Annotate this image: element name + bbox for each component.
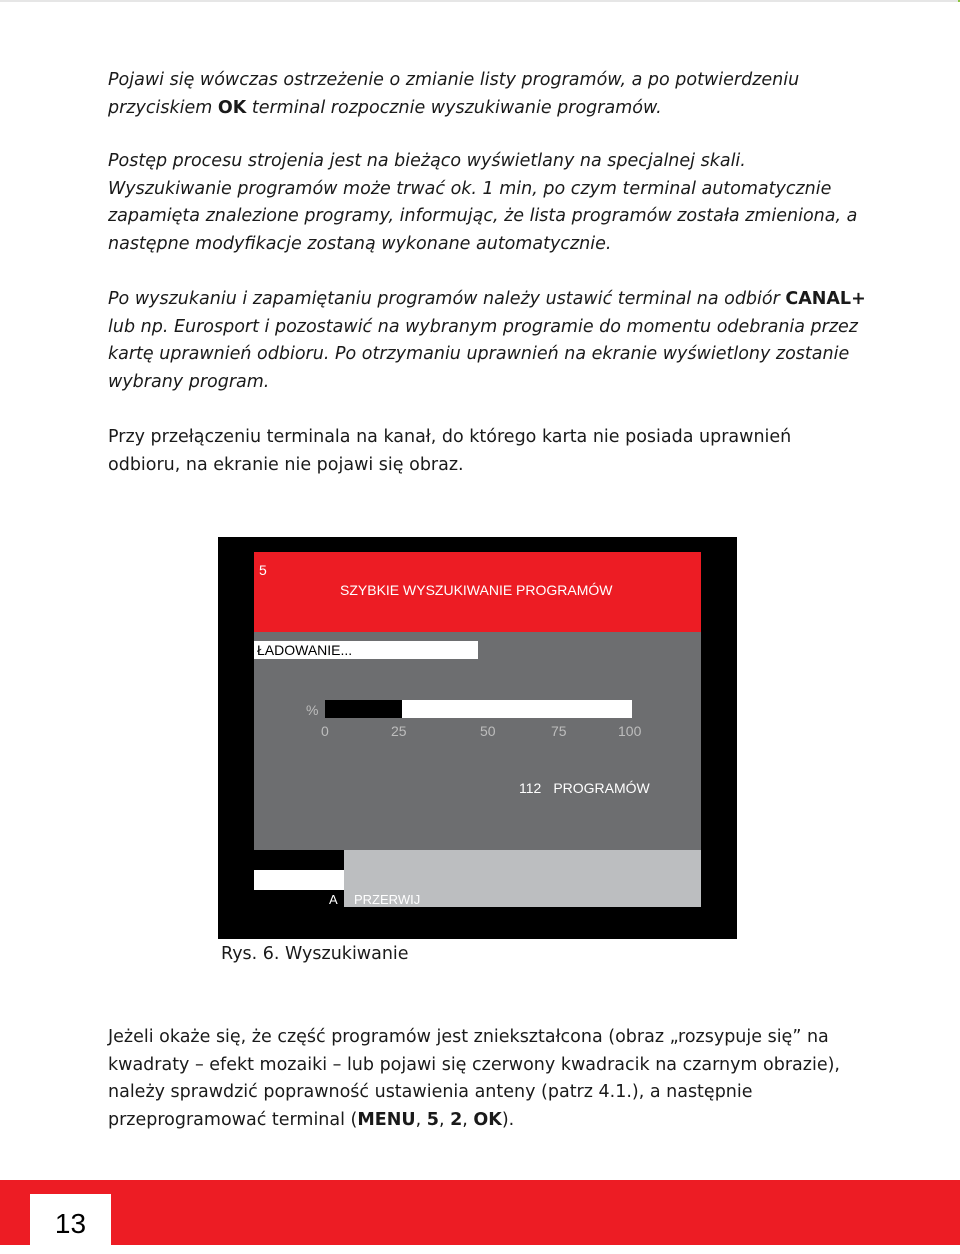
screen-title: SZYBKIE WYSZUKIWANIE PROGRAMÓW (340, 582, 613, 598)
tick-label: 0 (321, 723, 329, 739)
count-label: PROGRAMÓW (553, 780, 650, 796)
count-value: 112 (519, 780, 542, 796)
screen-panel (254, 552, 701, 907)
text-part: lub np. Eurosport i pozostawić na wybranym programie do momentu odebrania przez kartę uprawnień odbioru. Po otrzymaniu uprawnień na ekranie wyświetlony zostanie wybrany program. (108, 316, 858, 392)
top-rule (0, 0, 960, 2)
footer-band (0, 1180, 960, 1245)
text-part: Pojawi się wówczas ostrzeżenie o zmianie listy programów, a po potwierdzeniu przyciskiem (108, 70, 800, 118)
loading-label: ŁADOWANIE... (254, 641, 478, 659)
screen-header (254, 552, 701, 632)
stop-label: PRZERWIJ (354, 892, 421, 907)
ok-key-label: OK (473, 1109, 502, 1130)
text-part: ). (501, 1109, 515, 1130)
text-part: terminal rozpocznie wyszukiwanie programów. (246, 97, 662, 118)
ok-key-label: OK (217, 97, 247, 118)
tick-label: 100 (618, 723, 642, 739)
tick-label: 25 (391, 723, 407, 739)
paragraph-warning (108, 67, 868, 122)
text-part: , (438, 1109, 451, 1130)
key-highlight (254, 870, 344, 890)
key-2-label: 2 (450, 1109, 463, 1130)
paragraph-no-rights: Przy przełączeniu terminala na kanał, do którego karta nie posiada uprawnień odbioru, na ekranie nie pojawi się obraz. (108, 427, 792, 475)
paragraph-troubleshoot (108, 1024, 868, 1134)
tick-label: 50 (480, 723, 496, 739)
tick-label: 75 (551, 723, 567, 739)
paragraph-after-search (108, 286, 868, 396)
key-a-label: A (329, 892, 338, 907)
text-part: Jeżeli okaże się, że część programów jest zniekształcona (obraz „rozsypuje się” na kwadraty – efekt mozaiki – lub pojawi się czerwony kwadracik na czarnym obrazie), należy sprawdzić poprawność ustawienia anteny (patrz 4.1.), a następnie przeprogramować terminal ( (108, 1027, 840, 1130)
menu-key-label: MENU (357, 1109, 416, 1130)
progress-bar (325, 700, 632, 718)
text-part: , (462, 1109, 474, 1130)
canal-plus-logo-text: CANAL+ (785, 289, 866, 309)
key-5-label: 5 (426, 1109, 439, 1130)
text-part: , (415, 1109, 427, 1130)
text-part: Po wyszukaniu i zapamiętaniu programów należy ustawić terminal na odbiór (108, 289, 786, 309)
paragraph-progress: Postęp procesu strojenia jest na bieżąco wyświetlany na specjalnej skali. Wyszukiwanie programów może trwać ok. 1 min, po czym terminal automatycznie zapamięta znalezione programy, informując, że lista programów została zmieniona, a następne modyfikacje zostaną wykonane automatycznie. (108, 151, 858, 254)
programs-count (519, 780, 662, 796)
page-number: 13 (54, 1208, 87, 1239)
percent-symbol: % (306, 702, 319, 718)
page-number-box (30, 1194, 111, 1245)
progress-fill (325, 700, 402, 718)
tv-screen-figure (218, 537, 737, 939)
menu-number: 5 (259, 562, 267, 578)
figure-caption: Rys. 6. Wyszukiwanie (221, 944, 409, 964)
